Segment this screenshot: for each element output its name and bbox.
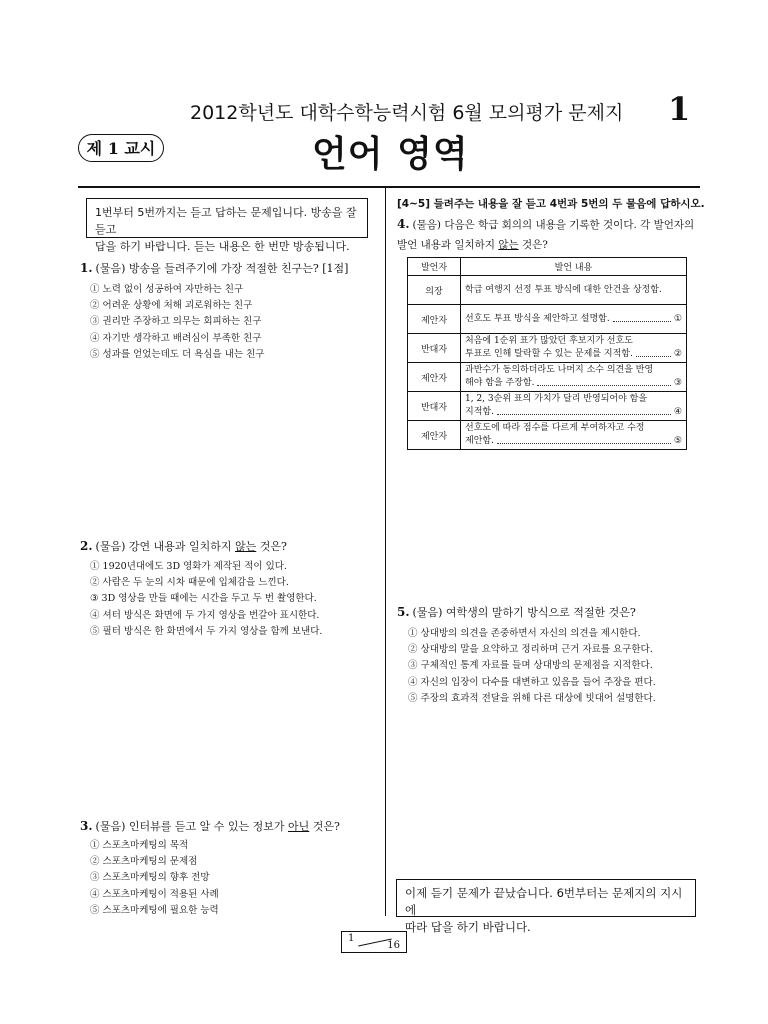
leader-dots xyxy=(497,435,671,444)
column-header-speaker: 발언자 xyxy=(408,258,461,276)
content-cell xyxy=(461,392,687,421)
content-text: 해야 함을 주장함. xyxy=(465,378,535,388)
question-5-options xyxy=(408,626,656,707)
option-2[interactable]: ② 스포츠마케팅의 문제점 xyxy=(90,856,198,868)
question-4-title xyxy=(397,214,697,255)
question-number: 3. xyxy=(80,819,93,833)
question-text: (물음) 다음은 학급 회의의 내용을 기록한 것이다. 각 발언자의 발언 내용과 일치하지 xyxy=(397,219,695,251)
option-2[interactable]: ② 상대방의 말을 요약하고 정리하며 근거 자료를 요구한다. xyxy=(408,644,653,656)
option-4[interactable]: ④ 자기만 생각하고 배려심이 부족한 친구 xyxy=(90,332,262,344)
underlined-word: 않는 xyxy=(498,239,519,251)
leader-dots xyxy=(613,313,671,322)
table-header-row xyxy=(408,258,687,276)
speaker-cell: 제안자 xyxy=(408,421,461,450)
content-cell xyxy=(461,421,687,450)
content-cell xyxy=(461,363,687,392)
leader-dots xyxy=(497,406,671,415)
content-line xyxy=(465,406,682,419)
question-5-title xyxy=(397,604,636,620)
page-indicator xyxy=(341,931,407,953)
question-number: 5. xyxy=(397,605,410,619)
total-pages: 16 xyxy=(387,940,400,951)
listening-end-notice-box: 이제 듣기 문제가 끝났습니다. 6번부터는 문제지의 지시에 따라 답을 하기 바랍니다. xyxy=(396,879,696,917)
question-1-title xyxy=(80,260,348,276)
choice-marker: ② xyxy=(673,349,682,359)
content-text: 과반수가 동의하더라도 나머지 소수 의견을 반영 xyxy=(465,365,654,375)
subject-title: 언어 영역 xyxy=(312,134,469,175)
leader-dots xyxy=(537,377,670,386)
option-3[interactable]: ③ 구체적인 통계 자료를 들며 상대방의 문제점을 지적한다. xyxy=(408,660,653,672)
top-rule xyxy=(78,186,700,188)
choice-marker: ③ xyxy=(673,378,682,388)
table-row xyxy=(408,334,687,363)
table-row xyxy=(408,305,687,334)
option-4[interactable]: ④ 셔터 방식은 화면에 두 가지 영상을 번갈아 표시한다. xyxy=(90,609,320,621)
content-text: 제안함. xyxy=(465,436,494,446)
option-3[interactable]: ③ 3D 영상을 만들 때에는 시간을 두고 두 번 촬영한다. xyxy=(90,593,317,605)
speaker-cell: 의장 xyxy=(408,276,461,305)
question-text: (물음) 인터뷰를 듣고 알 수 있는 정보가 xyxy=(95,820,288,833)
content-text: 지적함. xyxy=(465,407,494,417)
content-cell: 학급 여행지 선정 투표 방식에 대한 안건을 상정함. xyxy=(461,276,687,305)
current-page: 1 xyxy=(348,933,355,944)
option-2[interactable]: ② 어려운 상황에 처해 괴로워하는 친구 xyxy=(90,300,253,312)
speech-record-table xyxy=(407,257,687,450)
table-row xyxy=(408,276,687,305)
option-1[interactable]: ① 1920년대에도 3D 영화가 제작된 적이 있다. xyxy=(90,561,287,572)
table-row xyxy=(408,363,687,392)
content-cell xyxy=(461,334,687,363)
table-row xyxy=(408,421,687,450)
leader-dots xyxy=(636,348,671,357)
speaker-cell: 제안자 xyxy=(408,363,461,392)
option-5[interactable]: ⑤ 성과를 얻었는데도 더 욕심을 내는 친구 xyxy=(90,348,265,360)
speaker-cell: 제안자 xyxy=(408,305,461,334)
content-line xyxy=(465,313,682,326)
content-text: 처음에 1순위 표가 많았던 후보지가 선호도 xyxy=(465,336,633,346)
content-line xyxy=(465,377,682,390)
option-1[interactable]: ① 노력 없이 성공하여 자만하는 친구 xyxy=(90,284,244,295)
column-divider xyxy=(385,188,386,916)
page-number: 1 xyxy=(668,90,691,128)
questions-4-5-instruction: [4~5] 들려주는 내용을 잘 듣고 4번과 5번의 두 물음에 답하시오. xyxy=(397,198,705,210)
content-cell xyxy=(461,305,687,334)
question-text-end: 것은? xyxy=(309,820,340,833)
option-4[interactable]: ④ 스포츠마케팅이 적용된 사례 xyxy=(90,888,219,900)
question-text: (물음) 방송을 들려주기에 가장 적절한 친구는? [1점] xyxy=(95,262,349,275)
question-1-options xyxy=(90,282,264,363)
table-row xyxy=(408,392,687,421)
exam-title: 2012학년도 대학수학능력시험 6월 모의평가 문제지 xyxy=(190,102,624,124)
question-number: 4. xyxy=(397,217,410,231)
question-number: 1. xyxy=(80,261,93,275)
question-2-title xyxy=(80,538,287,554)
choice-marker: ⑤ xyxy=(673,436,682,446)
question-2-options xyxy=(90,559,322,640)
question-number: 2. xyxy=(80,539,93,553)
session-badge: 제 1 교시 xyxy=(78,134,164,162)
underlined-word: 아닌 xyxy=(287,820,310,833)
option-5[interactable]: ⑤ 스포츠마케팅에 필요한 능력 xyxy=(90,904,219,916)
content-text: 투표로 인해 탈락할 수 있는 문제를 지적함. xyxy=(465,349,633,359)
option-3[interactable]: ③ 권리만 주장하고 의무는 회피하는 친구 xyxy=(90,316,262,328)
option-5[interactable]: ⑤ 필터 방식은 한 화면에서 두 가지 영상을 함께 보낸다. xyxy=(90,625,323,637)
choice-marker: ① xyxy=(673,313,682,324)
speaker-cell: 반대자 xyxy=(408,392,461,421)
content-text: 1, 2, 3순위 표의 가치가 달리 반영되어야 함을 xyxy=(465,394,648,404)
question-3-title xyxy=(80,818,340,834)
option-5[interactable]: ⑤ 주장의 효과적 전달을 위해 다른 대상에 빗대어 설명한다. xyxy=(408,692,656,704)
question-text: (물음) 강연 내용과 일치하지 xyxy=(95,540,235,553)
content-text: 선호도 투표 방식을 제안하고 설명함. xyxy=(465,313,610,324)
choice-marker: ④ xyxy=(673,407,682,417)
underlined-word: 않는 xyxy=(235,540,257,553)
option-3[interactable]: ③ 스포츠마케팅의 향후 전망 xyxy=(90,872,210,884)
question-text-end: 것은? xyxy=(518,239,548,251)
content-line xyxy=(465,435,682,448)
content-text: 선호도에 따라 점수를 다르게 부여하자고 수정 xyxy=(465,423,645,433)
option-4[interactable]: ④ 자신의 입장이 다수를 대변하고 있음을 들어 주장을 편다. xyxy=(408,676,656,688)
question-text: (물음) 여학생의 말하기 방식으로 적절한 것은? xyxy=(412,606,636,619)
column-header-content: 발언 내용 xyxy=(461,258,687,276)
option-2[interactable]: ② 사람은 두 눈의 시차 때문에 입체감을 느낀다. xyxy=(90,577,289,589)
question-3-options xyxy=(90,838,219,919)
content-line xyxy=(465,348,682,361)
question-text-end: 것은? xyxy=(256,540,287,553)
option-1[interactable]: ① 상대방의 의견을 존중하면서 자신의 의견을 제시한다. xyxy=(408,628,641,639)
listening-notice-box: 1번부터 5번까지는 듣고 답하는 문제입니다. 방송을 잘 듣고 답을 하기 바랍니다. 듣는 내용은 한 번만 방송됩니다. xyxy=(86,198,368,238)
speaker-cell: 반대자 xyxy=(408,334,461,363)
option-1[interactable]: ① 스포츠마케팅의 목적 xyxy=(90,840,189,851)
